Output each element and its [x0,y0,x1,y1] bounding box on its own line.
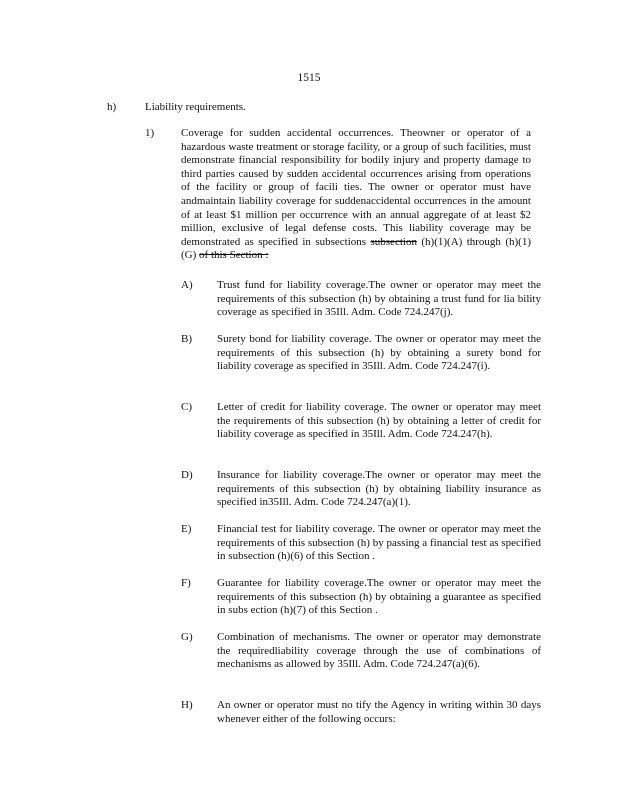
subitem-text: Financial test for liability coverage. The owner or operator may meet the requirements of this subsection (h) by passing a financial test as specified in subsection (h)(6) of this Section . [217,523,541,563]
subitem-text: Trust fund for liability coverage.The owner or operator may meet the requirements of this subsection (h) by obtaining a trust fund for lia bility coverage as specified in 35Ill. Adm. Code 724.247(j). [217,279,541,319]
struck-text: of this Section : [199,249,269,262]
subitem-text: Combination of mechanisms. The owner or operator may demonstrate the requiredliability coverage through the use of combinations of mechanisms as allowed by 35Ill. Adm. Code 724.247(a)(6). [217,631,541,671]
subitem-label: E) [181,523,192,535]
subitem-text: An owner or operator must no tify the Agency in writing within 30 days whenever either of the following occurs: [217,699,541,725]
struck-text: subsection [370,235,417,248]
section-title: Liability requirements. [145,101,246,113]
subitem-label: F) [181,577,191,589]
subitem-label: D) [181,469,193,481]
subitem-text: Insurance for liability coverage.The owner or operator may meet the requirements of this subsection (h) by obtaining liability insurance as specified in35Ill. Adm. Code 724.247(a)(1). [217,469,541,509]
subitem-text: Surety bond for liability coverage. The owner or operator may meet the requirements of this subsection (h) by obtaining a surety bond for liability coverage as specified in 35Ill. Adm. Code 724.247(i). [217,333,541,373]
subitem-label: A) [181,279,193,291]
subitem-text: Letter of credit for liability coverage. The owner or operator may meet the requirements of this subsection (h) by obtaining a letter of credit for liability coverage as specified in 35Ill. Adm. Code 724.247(h). [217,401,541,441]
subitem-label: H) [181,699,193,711]
item-text: Coverage for sudden accidental occurrences. Theowner or operator of a hazardous waste treatment or storage facility, or a group of such facilities, must demonstrate financial responsibility for bodily injury and property damage to third parties caused by sudden accidental occurrences arising from operations of the facility or group of facili ties. The owner or operator must have andmaintain liability coverage for suddenaccidental occurrences in the amount of at least $1 million per occurrence with an annual aggregate of at least $2 million, exclusive of legal defense costs. This liability coverage may be demonstrated as specified in subsections [181,127,531,248]
subitem-label: B) [181,333,192,345]
item-text: (h)(1)(A) through (h)(1)(G) [181,235,532,262]
subitem-text: Guarantee for liability coverage.The owner or operator may meet the requirements of this subsection (h) by obtaining a guarantee as specified in subs ection (h)(7) of this Section . [217,577,541,617]
item-body [181,127,531,263]
subitem-label: G) [181,631,193,643]
subitem-label: C) [181,401,192,413]
section-label: h) [107,101,117,113]
item-label: 1) [145,127,155,139]
page-number: 1515 [297,72,321,84]
